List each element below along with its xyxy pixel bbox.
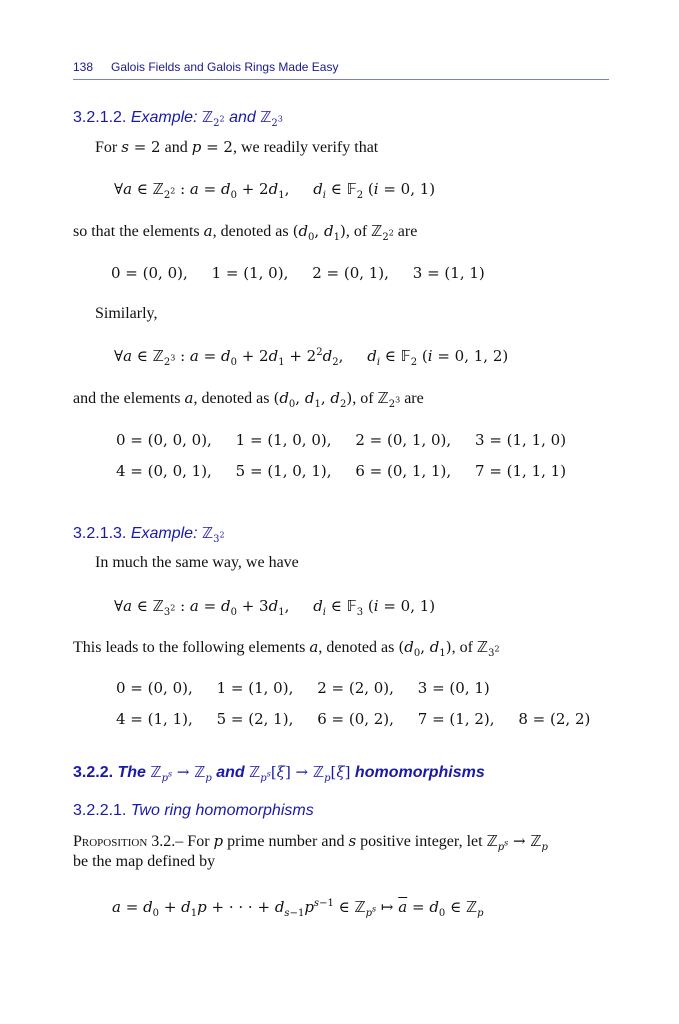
element-z8: 5 = (1, 0, 1), xyxy=(235,462,332,480)
math-d0-d1: ($d_0$, $d_1$) xyxy=(398,638,452,659)
section-heading-3-2-1-3 xyxy=(73,524,225,543)
math-d0-d1: ($d_0$, $d_1$) xyxy=(292,222,346,243)
section-title: Two ring homomorphisms xyxy=(130,802,314,819)
heading-math-zps-to-zp: ℤ$_{p^s}$ → ℤ$_p$ xyxy=(150,763,212,784)
text-are: are xyxy=(404,390,424,407)
math-z4: ℤ$_{2^2}$ xyxy=(371,222,394,243)
element-z8: 0 = (0, 0, 0), xyxy=(116,431,212,449)
element-z8: 7 = (1, 1, 1) xyxy=(475,462,567,480)
element-z4: 2 = (0, 1), xyxy=(312,264,389,282)
text-and-the-elements: and the elements xyxy=(73,390,181,407)
equation-reduction-map: $a = d_0 + d_1p$ + · · · + $d_{s-1}p^{s-1}$ ∈ ℤ$_{p^s}$ ↦ $\overline{a} = d_0$ ∈ ℤ$_p$ xyxy=(112,898,484,919)
element-z4: 0 = (0, 0), xyxy=(111,264,188,282)
element-z9: 4 = (1, 1), xyxy=(116,710,193,728)
running-header xyxy=(73,57,609,80)
element-z9: 0 = (0, 0), xyxy=(116,679,193,697)
text-denoted-as: , denoted as xyxy=(212,223,289,240)
math-p-eq-2: p = 2 xyxy=(191,138,233,156)
section-title-the: The xyxy=(117,764,146,781)
element-z8: 3 = (1, 1, 0) xyxy=(475,431,567,449)
elements-z9-row-1 xyxy=(116,679,490,697)
text-this-leads: This leads to the following elements xyxy=(73,639,306,656)
paragraph-elements-z9 xyxy=(73,638,500,657)
proposition-number: 3.2.– xyxy=(151,833,184,850)
elements-z9-row-2 xyxy=(116,710,590,728)
text-denoted-as: , denoted as xyxy=(193,390,270,407)
math-d0-d1-d2: ($d_0$, $d_1$, $d_2$) xyxy=(273,389,353,410)
section-title-prefix: Example: xyxy=(130,109,198,126)
section-title-suffix: homomorphisms xyxy=(354,764,485,781)
math-z9: ℤ$_{3^2}$ xyxy=(476,638,500,659)
element-z4: 1 = (1, 0), xyxy=(211,264,289,282)
elements-z8-row-2 xyxy=(116,462,566,480)
text-of: , of xyxy=(352,390,374,407)
element-z9: 5 = (2, 1), xyxy=(216,710,294,728)
element-z8: 6 = (0, 1, 1), xyxy=(355,462,452,480)
paragraph-elements-z8 xyxy=(73,389,424,408)
text-and: and xyxy=(164,139,188,156)
equation-z9-decomposition: ∀a ∈ ℤ$_{3^2}$ : $a = d_0 + 3d_1$, $d_i$ ∈ 𝔽$_3$ (i = 0, 1) xyxy=(114,597,436,618)
section-number: 3.2.1.2. xyxy=(73,109,127,126)
text-readily-verify: , we readily verify that xyxy=(232,139,379,156)
text-denoted-as: , denoted as xyxy=(318,639,395,656)
math-p: p xyxy=(213,832,224,850)
text-so-that: so that the elements xyxy=(73,223,200,240)
math-a: a xyxy=(309,638,319,656)
page-number: 138 xyxy=(73,60,94,74)
element-z8: 4 = (0, 0, 1), xyxy=(116,462,212,480)
equation-z4-decomposition: ∀a ∈ ℤ$_{2^2}$ : $a = d_0 + 2d_1$, $d_i$ ∈ 𝔽$_2$ (i = 0, 1) xyxy=(114,180,436,201)
text-are: are xyxy=(397,223,418,240)
math-a: a xyxy=(184,389,194,407)
heading-math-z9: ℤ$_{3^2}$ xyxy=(201,524,225,545)
paragraph-elements-z4 xyxy=(73,222,417,241)
section-heading-3-2-2 xyxy=(73,763,485,782)
text-of: , of xyxy=(451,639,473,656)
element-z9: 2 = (2, 0), xyxy=(317,679,394,697)
text-for: For xyxy=(187,833,210,850)
element-z9: 3 = (0, 1) xyxy=(417,679,490,697)
heading-math-z4: ℤ$_{2^2}$ xyxy=(201,108,225,129)
section-title-and: and xyxy=(229,109,256,126)
element-z9: 1 = (1, 0), xyxy=(216,679,294,697)
section-heading-3-2-2-1 xyxy=(73,802,314,820)
section-heading-3-2-1-2 xyxy=(73,108,283,127)
section-title-and: and xyxy=(216,764,245,781)
math-s: s xyxy=(348,832,357,850)
proposition-3-2-line-1 xyxy=(73,832,548,851)
section-number: 3.2.2.1. xyxy=(73,802,127,819)
section-title-prefix: Example: xyxy=(130,525,198,542)
element-z9: 8 = (2, 2) xyxy=(518,710,591,728)
element-z8: 1 = (1, 0, 0), xyxy=(235,431,332,449)
element-z9: 6 = (0, 2), xyxy=(317,710,394,728)
elements-z4-row xyxy=(111,264,485,282)
paragraph-much-same-way: In much the same way, we have xyxy=(95,554,299,571)
math-zps-to-zp: ℤ$_{p^s}$ → ℤ$_p$ xyxy=(486,832,548,853)
heading-math-z8: ℤ$_{2^3}$ xyxy=(260,108,283,129)
element-z4: 3 = (1, 1) xyxy=(412,264,485,282)
element-z9: 7 = (1, 2), xyxy=(417,710,495,728)
text-of: , of xyxy=(345,223,368,240)
elements-z8-row-1 xyxy=(116,431,566,449)
paragraph-similarly: Similarly, xyxy=(95,305,158,322)
running-title: Galois Fields and Galois Rings Made Easy xyxy=(111,60,339,74)
proposition-label: Proposition xyxy=(73,833,148,850)
text-for: For xyxy=(95,139,118,156)
text-prime-number: prime number and xyxy=(227,833,345,850)
math-s-eq-2: s = 2 xyxy=(121,138,161,156)
proposition-3-2-line-2: be the map defined by xyxy=(73,853,216,870)
heading-math-zps-xi-to-zp-xi: ℤ$_{p^s}$[ξ] → ℤ$_p$[ξ] xyxy=(249,763,351,784)
paragraph-for-s-p xyxy=(95,138,378,157)
math-z8: ℤ$_{2^3}$ xyxy=(377,389,401,410)
section-number: 3.2.1.3. xyxy=(73,525,127,542)
text-positive-integer: positive integer, let xyxy=(360,833,483,850)
equation-z8-decomposition: ∀a ∈ ℤ$_{2^3}$ : $a = d_0 + 2d_1 + 2^2d_2$, $d_i$ ∈ 𝔽$_2$ (i = 0, 1, 2) xyxy=(114,347,509,368)
section-number: 3.2.2. xyxy=(73,764,114,781)
element-z8: 2 = (0, 1, 0), xyxy=(355,431,452,449)
math-a: a xyxy=(203,222,213,240)
